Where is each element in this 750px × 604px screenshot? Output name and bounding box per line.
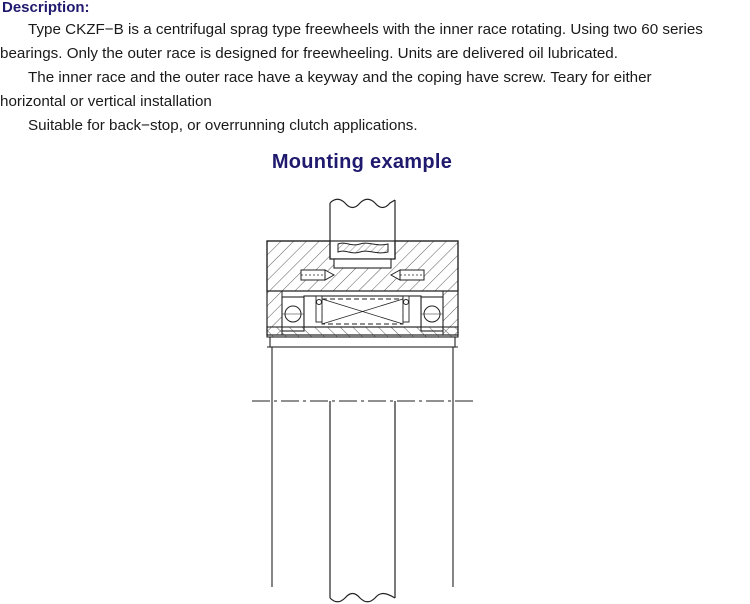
description-paragraph-3: Suitable for back−stop, or overrunning clutch applications. xyxy=(28,117,418,134)
description-heading: Description: xyxy=(2,0,90,16)
description-paragraph-2: The inner race and the outer race have a keyway and the coping have screw. Teary for either horizontal or vertical installation xyxy=(0,69,652,110)
keyway xyxy=(334,259,391,268)
description-paragraph-1: Type CKZF−B is a centrifugal sprag type freewheels with the inner race rotating. Using two 60 series bearings. Only the outer race is designed for freewheeling. Units are delivered oil lubricated. xyxy=(0,21,703,62)
shaft-bottom xyxy=(330,401,395,602)
shaft-top xyxy=(330,199,395,259)
ball-bearing-left xyxy=(282,297,304,331)
sprag-cage xyxy=(304,296,421,327)
inner-race xyxy=(267,327,458,587)
ball-bearing-right xyxy=(421,297,443,331)
mounting-example-title: Mounting example xyxy=(271,151,453,173)
